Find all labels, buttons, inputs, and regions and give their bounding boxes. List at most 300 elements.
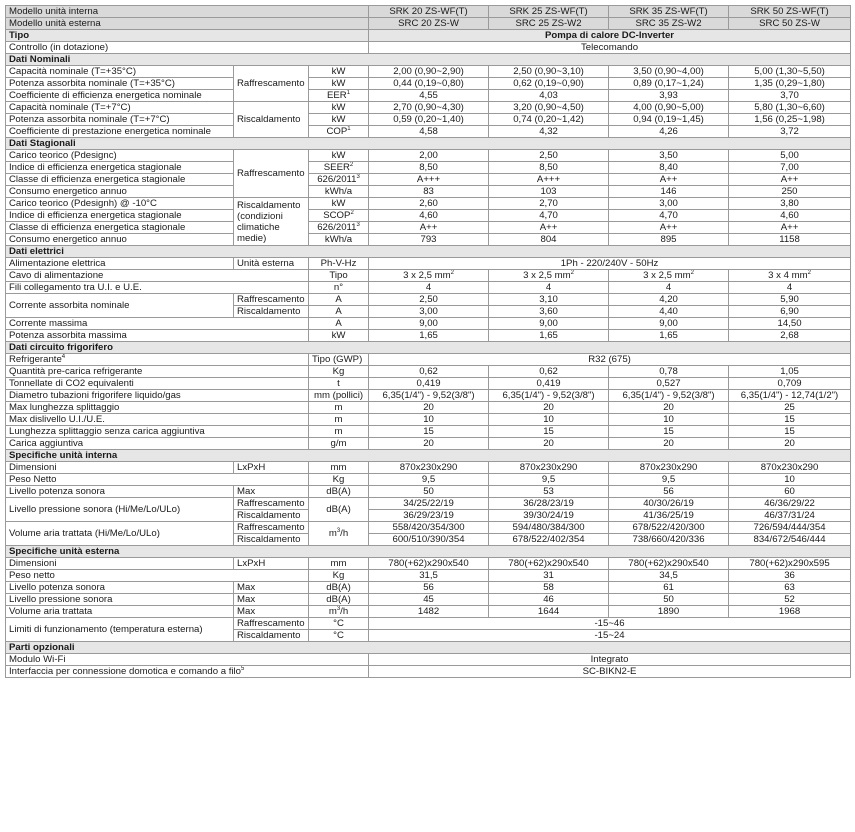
cell: 4: [729, 282, 851, 294]
cell: 5,00: [729, 150, 851, 162]
row-label: Carico teorico (Pdesignc): [6, 150, 234, 162]
cell: 2,50: [489, 150, 609, 162]
cell: 31: [489, 570, 609, 582]
cell: 0,74 (0,20~1,42): [489, 114, 609, 126]
cell: 600/510/390/354: [369, 534, 489, 546]
table-row: [6, 102, 851, 114]
cell: 3,10: [489, 294, 609, 306]
cell: A+++: [489, 174, 609, 186]
spec-table: [5, 5, 851, 678]
cell: 20: [369, 438, 489, 450]
cell: 0,709: [729, 378, 851, 390]
row-label: Potenza assorbita nominale (T=+7°C): [6, 114, 234, 126]
cell: 53: [489, 486, 609, 498]
header-outdoor-row: [6, 18, 851, 30]
unit: mm: [309, 462, 369, 474]
row-value: Integrato: [369, 654, 851, 666]
mode-label: Raffrescamento: [234, 522, 309, 534]
row-label: Classe di efficienza energetica stagionale: [6, 174, 234, 186]
row-label: Max lunghezza splittaggio: [6, 402, 309, 414]
cell: 20: [609, 402, 729, 414]
section-title: Dati circuito frigorifero: [6, 342, 851, 354]
cell: 4,70: [489, 210, 609, 222]
row-label: Consumo energetico annuo: [6, 234, 234, 246]
cell: 4,03: [489, 90, 609, 102]
table-row: [6, 402, 851, 414]
header-outdoor-label: Modello unità esterna: [6, 18, 369, 30]
row-label: Cavo di alimentazione: [6, 270, 309, 282]
cell: 6,35(1/4") - 9,52(3/8"): [369, 390, 489, 402]
row-label: Coefficiente di prestazione energetica nominale: [6, 126, 234, 138]
cell: A++: [369, 222, 489, 234]
footnote-mark: 2: [450, 269, 454, 276]
header-indoor-label: Modello unità interna: [6, 6, 369, 18]
cell: 15: [369, 426, 489, 438]
row-sublabel: LxPxH: [234, 558, 309, 570]
unit: [309, 222, 369, 234]
cell: 0,62: [489, 366, 609, 378]
unit: Kg: [309, 570, 369, 582]
row-label: Lunghezza splittaggio senza carica aggiuntiva: [6, 426, 309, 438]
cell: 4,55: [369, 90, 489, 102]
row-label: Potenza assorbita nominale (T=+35°C): [6, 78, 234, 90]
cell: 780(+62)x290x540: [489, 558, 609, 570]
row-sublabel: LxPxH: [234, 462, 309, 474]
unit: [309, 210, 369, 222]
table-row: [6, 210, 851, 222]
row-label: Max dislivello U.I./U.E.: [6, 414, 309, 426]
section-dati-stagionali: [6, 138, 851, 150]
unit-exponent: 3: [336, 605, 341, 612]
cell: 4,32: [489, 126, 609, 138]
section-tipo: [6, 30, 851, 42]
row-value: Telecomando: [369, 42, 851, 54]
unit-text: SCOP: [323, 210, 351, 221]
footnote-mark: 1: [347, 125, 351, 132]
model-outdoor-2: SRC 25 ZS-W2: [489, 18, 609, 30]
cell: 4,70: [609, 210, 729, 222]
cell: 4,60: [369, 210, 489, 222]
cell: 61: [609, 582, 729, 594]
mode-label: Riscaldamento: [234, 510, 309, 522]
cell: 31,5: [369, 570, 489, 582]
unit: dB(A): [309, 486, 369, 498]
cell: 0,59 (0,20~1,40): [369, 114, 489, 126]
cell: 15: [609, 426, 729, 438]
cell: 56: [369, 582, 489, 594]
unit: Ph-V-Hz: [309, 258, 369, 270]
unit: dB(A): [309, 594, 369, 606]
cell: 6,35(1/4") - 12,74(1/2"): [729, 390, 851, 402]
tipo-value: Pompa di calore DC-Inverter: [369, 30, 851, 42]
cell: 1,65: [369, 330, 489, 342]
cell: A++: [609, 222, 729, 234]
unit-exponent: 3: [336, 527, 341, 534]
unit: mm (pollici): [309, 390, 369, 402]
row-label: Tonnellate di CO2 equivalenti: [6, 378, 309, 390]
unit: dB(A): [309, 582, 369, 594]
cell: 2,68: [729, 330, 851, 342]
cell: 58: [489, 582, 609, 594]
cell: 2,00 (0,90~2,90): [369, 66, 489, 78]
unit-text-tail: /h: [340, 528, 349, 539]
model-outdoor-4: SRC 50 ZS-W: [729, 18, 851, 30]
cell: 39/30/24/19: [489, 510, 609, 522]
cell: 0,527: [609, 378, 729, 390]
unit: A: [309, 306, 369, 318]
cell: 10: [729, 474, 851, 486]
cell: 4: [489, 282, 609, 294]
unit: kWh/a: [309, 234, 369, 246]
cell: 834/672/546/444: [729, 534, 851, 546]
unit: kW: [309, 150, 369, 162]
table-row: [6, 486, 851, 498]
table-row: [6, 186, 851, 198]
table-row: [6, 426, 851, 438]
cell: A++: [729, 222, 851, 234]
model-indoor-2: SRK 25 ZS-WF(T): [489, 6, 609, 18]
row-label: [6, 354, 309, 366]
unit: Tipo: [309, 270, 369, 282]
table-row: [6, 174, 851, 186]
cell: 2,00: [369, 150, 489, 162]
cell: 36/28/23/19: [489, 498, 609, 510]
row-label: Classe di efficienza energetica stagionale: [6, 222, 234, 234]
cell: 15: [489, 426, 609, 438]
table-row: [6, 390, 851, 402]
row-label: Peso Netto: [6, 474, 309, 486]
table-row: [6, 198, 851, 210]
mode-label: Raffrescamento: [234, 66, 309, 102]
cell: 45: [369, 594, 489, 606]
row-label: Dimensioni: [6, 558, 234, 570]
cell: 146: [609, 186, 729, 198]
row-value: -15~46: [369, 618, 851, 630]
cell: 0,44 (0,19~0,80): [369, 78, 489, 90]
unit-text: SEER: [323, 162, 350, 173]
unit: mm: [309, 558, 369, 570]
cell: 25: [729, 402, 851, 414]
cell: A++: [729, 174, 851, 186]
row-label: Consumo energetico annuo: [6, 186, 234, 198]
mode-label: Riscaldamento: [234, 534, 309, 546]
mode-label: Riscaldamento: [234, 630, 309, 642]
table-row: [6, 582, 851, 594]
row-label: Livello pressione sonora (Hi/Me/Lo/ULo): [6, 498, 234, 522]
cell: 40/30/26/19: [609, 498, 729, 510]
cell: 738/660/420/336: [609, 534, 729, 546]
cell: 6,90: [729, 306, 851, 318]
cell: 3,93: [609, 90, 729, 102]
cell: 3,50: [609, 150, 729, 162]
model-indoor-4: SRK 50 ZS-WF(T): [729, 6, 851, 18]
row-label: Livello potenza sonora: [6, 582, 234, 594]
unit: °C: [309, 618, 369, 630]
table-row: [6, 258, 851, 270]
cell: [489, 270, 609, 282]
spec-sheet: [5, 5, 850, 678]
header-indoor-row: [6, 6, 851, 18]
cell: 83: [369, 186, 489, 198]
cell: 50: [369, 486, 489, 498]
cell: 3,60: [489, 306, 609, 318]
footnote-mark: 2: [570, 269, 574, 276]
cell: 52: [729, 594, 851, 606]
unit-text: COP: [326, 126, 348, 137]
cell: [369, 270, 489, 282]
cell: 20: [609, 438, 729, 450]
row-value: SC-BIKN2-E: [369, 666, 851, 678]
footnote-mark: 4: [61, 353, 66, 360]
row-value: -15~24: [369, 630, 851, 642]
cell: 726/594/444/354: [729, 522, 851, 534]
cell: 34,5: [609, 570, 729, 582]
unit: [309, 522, 369, 546]
cell: 4,60: [729, 210, 851, 222]
mode-label: Raffrescamento: [234, 618, 309, 630]
row-sublabel: Unità esterna: [234, 258, 309, 270]
cell: 10: [609, 414, 729, 426]
cell: 9,5: [489, 474, 609, 486]
table-row: [6, 522, 851, 534]
unit-text: m: [328, 606, 337, 617]
cell: A++: [609, 174, 729, 186]
cell: 895: [609, 234, 729, 246]
cell: 9,5: [609, 474, 729, 486]
mode-label: Raffrescamento: [234, 498, 309, 510]
cell: 46: [489, 594, 609, 606]
row-label: Dimensioni: [6, 462, 234, 474]
section-title: Dati Stagionali: [6, 138, 851, 150]
section-title: Parti opzionali: [6, 642, 851, 654]
cell: 678/522/420/300: [609, 522, 729, 534]
mode-label: [234, 198, 309, 246]
cell: 0,62 (0,19~0,90): [489, 78, 609, 90]
footnote-mark: 2: [350, 209, 354, 216]
table-row: [6, 270, 851, 282]
cell: 4,20: [609, 294, 729, 306]
table-row: [6, 282, 851, 294]
table-row: [6, 294, 851, 306]
row-label: Alimentazione elettrica: [6, 258, 234, 270]
cell: 20: [489, 438, 609, 450]
cell: 0,89 (0,17~1,24): [609, 78, 729, 90]
mode-label: Raffrescamento: [234, 150, 309, 198]
cell: 9,00: [609, 318, 729, 330]
unit: [309, 126, 369, 138]
unit: m: [309, 426, 369, 438]
cell: 56: [609, 486, 729, 498]
mode-label: Riscaldamento: [234, 102, 309, 138]
cell: 1890: [609, 606, 729, 618]
unit: [309, 606, 369, 618]
model-indoor-3: SRK 35 ZS-WF(T): [609, 6, 729, 18]
section-unita-interna: [6, 450, 851, 462]
cell: 678/522/402/354: [489, 534, 609, 546]
row-label: [6, 666, 369, 678]
cell: 0,62: [369, 366, 489, 378]
cell: 6,35(1/4") - 9,52(3/8"): [609, 390, 729, 402]
cell: 2,50 (0,90~3,10): [489, 66, 609, 78]
cell: 1,56 (0,25~1,98): [729, 114, 851, 126]
cell: 34/25/22/19: [369, 498, 489, 510]
table-row: [6, 414, 851, 426]
table-row: [6, 114, 851, 126]
cell: 63: [729, 582, 851, 594]
cell: 20: [729, 438, 851, 450]
row-sublabel: Max: [234, 582, 309, 594]
row-label: Corrente massima: [6, 318, 309, 330]
unit: n°: [309, 282, 369, 294]
mode-label: Riscaldamento: [234, 306, 309, 318]
section-unita-esterna: [6, 546, 851, 558]
row-label: Coefficiente di efficienza energetica nominale: [6, 90, 234, 102]
table-row: [6, 222, 851, 234]
table-row: [6, 618, 851, 630]
cell: 8,50: [489, 162, 609, 174]
cell: 3,20 (0,90~4,50): [489, 102, 609, 114]
cell: 50: [609, 594, 729, 606]
model-indoor-1[interactable]: SRK 20 ZS-WF(T): [369, 6, 489, 18]
cell: 46/37/31/24: [729, 510, 851, 522]
table-row: [6, 126, 851, 138]
row-label: Carica aggiuntiva: [6, 438, 309, 450]
cell: 870x230x290: [609, 462, 729, 474]
cell: 558/420/354/300: [369, 522, 489, 534]
cell: 780(+62)x290x595: [729, 558, 851, 570]
cell: 5,90: [729, 294, 851, 306]
cell: 3,00: [609, 198, 729, 210]
section-dati-nominali: [6, 54, 851, 66]
cell: 6,35(1/4") - 9,52(3/8"): [489, 390, 609, 402]
cell: 4,26: [609, 126, 729, 138]
footnote-mark: 2: [349, 161, 354, 168]
table-row: [6, 438, 851, 450]
section-dati-elettrici: [6, 246, 851, 258]
row-label: Indice di efficienza energetica stagionale: [6, 210, 234, 222]
table-row: [6, 150, 851, 162]
section-title: Tipo: [6, 30, 369, 42]
unit: [309, 162, 369, 174]
unit: A: [309, 294, 369, 306]
unit: kW: [309, 198, 369, 210]
unit: kW: [309, 78, 369, 90]
row-sublabel: Max: [234, 486, 309, 498]
mode-label: Raffrescamento: [234, 294, 309, 306]
cell: 10: [489, 414, 609, 426]
row-label: Peso netto: [6, 570, 309, 582]
footnote-mark: 3: [356, 173, 360, 180]
cell: 250: [729, 186, 851, 198]
cell: 46/36/29/22: [729, 498, 851, 510]
cell: 60: [729, 486, 851, 498]
cell-text: 3 x 2,5 mm: [403, 270, 451, 281]
table-row: [6, 378, 851, 390]
cell: 594/480/384/300: [489, 522, 609, 534]
cell: 1482: [369, 606, 489, 618]
footnote-mark: 2: [807, 269, 811, 276]
cell: 15: [729, 414, 851, 426]
table-row: [6, 594, 851, 606]
section-parti-opzionali: [6, 642, 851, 654]
cell: 36/29/23/19: [369, 510, 489, 522]
unit: Tipo (GWP): [309, 354, 369, 366]
unit-text: 626/2011: [317, 222, 357, 233]
section-title: Dati elettrici: [6, 246, 851, 258]
cell: 14,50: [729, 318, 851, 330]
table-row: [6, 474, 851, 486]
unit: kWh/a: [309, 186, 369, 198]
cell: 5,00 (1,30~5,50): [729, 66, 851, 78]
cell: 41/36/25/19: [609, 510, 729, 522]
unit: A: [309, 318, 369, 330]
cell: 8,40: [609, 162, 729, 174]
cell: 1644: [489, 606, 609, 618]
cell: [729, 270, 851, 282]
table-row: [6, 66, 851, 78]
row-label: Capacità nominale (T=+35°C): [6, 66, 234, 78]
row-sublabel: Max: [234, 606, 309, 618]
cell: 20: [489, 402, 609, 414]
unit: g/m: [309, 438, 369, 450]
table-row: [6, 42, 851, 54]
cell: 3,80: [729, 198, 851, 210]
cell: 2,50: [369, 294, 489, 306]
section-title: Specifiche unità esterna: [6, 546, 851, 558]
section-circuito-frigorifero: [6, 342, 851, 354]
mode-line: climatiche medie): [237, 221, 280, 244]
cell: [609, 270, 729, 282]
footnote-mark: 1: [346, 89, 351, 96]
unit: kW: [309, 114, 369, 126]
cell-text: 3 x 2,5 mm: [523, 270, 571, 281]
table-row: [6, 462, 851, 474]
cell: 2,60: [369, 198, 489, 210]
cell: 2,70: [489, 198, 609, 210]
cell: 4,00 (0,90~5,00): [609, 102, 729, 114]
table-row: [6, 330, 851, 342]
unit: kW: [309, 102, 369, 114]
table-row: [6, 606, 851, 618]
footnote-mark: 3: [356, 221, 360, 228]
unit: kW: [309, 330, 369, 342]
footnote-mark: 5: [240, 665, 245, 672]
unit: m: [309, 402, 369, 414]
cell: 0,94 (0,19~1,45): [609, 114, 729, 126]
cell: 8,50: [369, 162, 489, 174]
cell: 9,5: [369, 474, 489, 486]
row-sublabel: Max: [234, 594, 309, 606]
cell: 20: [369, 402, 489, 414]
cell: 4,58: [369, 126, 489, 138]
row-label: Diametro tubazioni frigorifere liquido/gas: [6, 390, 309, 402]
table-row: [6, 666, 851, 678]
row-label: Capacità nominale (T=+7°C): [6, 102, 234, 114]
table-row: [6, 498, 851, 510]
cell: 0,419: [489, 378, 609, 390]
table-row: [6, 654, 851, 666]
cell: A+++: [369, 174, 489, 186]
unit: kW: [309, 66, 369, 78]
model-outdoor-3: SRC 35 ZS-W2: [609, 18, 729, 30]
cell: 780(+62)x290x540: [609, 558, 729, 570]
cell: 7,00: [729, 162, 851, 174]
table-row: [6, 318, 851, 330]
row-label: Volume aria trattata: [6, 606, 234, 618]
unit: Kg: [309, 366, 369, 378]
table-row: [6, 162, 851, 174]
cell: 870x230x290: [489, 462, 609, 474]
